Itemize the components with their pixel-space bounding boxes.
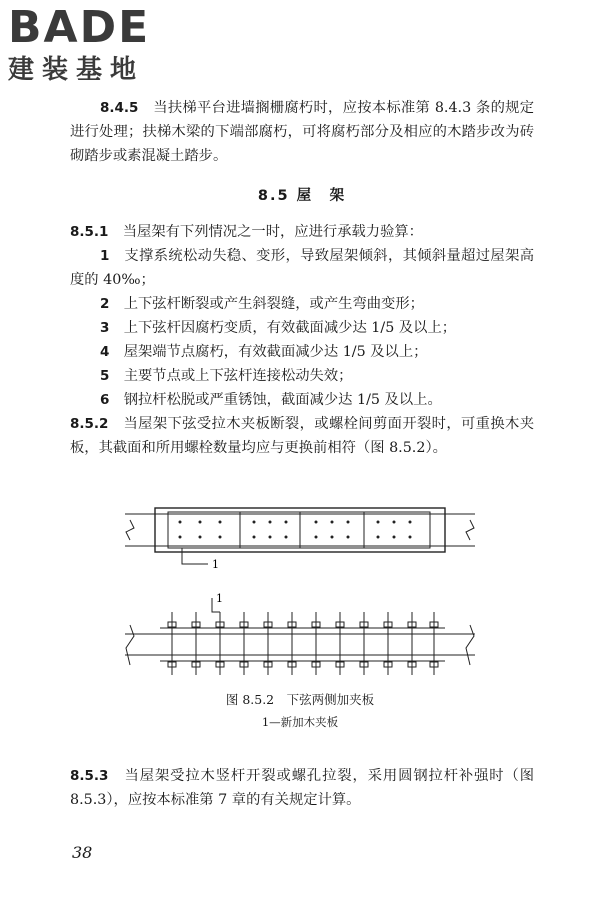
- bolts-side-view: [168, 612, 438, 675]
- clause-text: 当扶梯平台进墙搁栅腐朽时，应按本标准第 8.4.3 条的规定进行处理；扶梯木梁的下端部腐朽，可将腐朽部分及相应的木踏步改为砖砌踏步或素混凝土踏步。: [70, 100, 535, 164]
- item-number: 4: [100, 344, 110, 360]
- clause-number: 8.5.1: [70, 224, 109, 240]
- callout-label-top: 1: [212, 558, 219, 571]
- item-number: 6: [100, 392, 110, 408]
- callout-label-bottom: 1: [216, 592, 223, 605]
- item-number: 3: [100, 320, 110, 336]
- break-line-left-side: [126, 625, 134, 665]
- list-item: [70, 364, 534, 388]
- splice-plate-inner: [168, 512, 430, 548]
- page-number: 38: [72, 843, 93, 862]
- clause-text: 当屋架有下列情况之一时，应进行承载力验算：: [122, 224, 423, 240]
- bolt-holes: [179, 521, 412, 539]
- list-item: [70, 244, 534, 292]
- item-number: 2: [100, 296, 110, 312]
- item-text: 屋架端节点腐朽，有效截面减少达 1/5 及以上；: [123, 344, 428, 360]
- item-text: 上下弦杆断裂或产生斜裂缝，或产生弯曲变形；: [123, 296, 424, 312]
- bade-logo: [8, 4, 178, 90]
- section-title: 8.5 屋 架: [257, 188, 347, 204]
- list-item: [70, 388, 534, 412]
- text-block-upper: [70, 96, 534, 460]
- list-item: [70, 316, 534, 340]
- clause-number: 8.5.3: [70, 768, 109, 784]
- logo-subtitle: 建装基地: [8, 55, 145, 85]
- clause-text: 当屋架受拉木竖杆开裂或螺孔拉裂，采用圆钢拉杆补强时（图 8.5.3），应按本标准第 7 章的有关规定计算。: [70, 768, 535, 808]
- leader-line: [182, 548, 208, 564]
- item-number: 5: [100, 368, 110, 384]
- list-item: [70, 292, 534, 316]
- clause-number: 8.5.2: [70, 416, 109, 432]
- figure-8-5-2: [120, 500, 480, 684]
- paragraph-8-5-1: [70, 220, 534, 244]
- item-text: 主要节点或上下弦杆连接松动失效；: [123, 368, 353, 384]
- paragraph-8-5-3: [70, 764, 534, 812]
- paragraph-8-5-2: [70, 412, 534, 460]
- paragraph-8-4-5: [70, 96, 534, 168]
- item-text: 支撑系统松动失稳、变形，导致屋架倾斜，其倾斜量超过屋架高度的 40‰；: [70, 248, 535, 288]
- break-line-right-side: [466, 625, 474, 665]
- item-text: 上下弦杆因腐朽变质，有效截面减少达 1/5 及以上；: [123, 320, 457, 336]
- item-text: 钢拉杆松脱或严重锈蚀，截面减少达 1/5 及以上。: [123, 392, 442, 408]
- clause-number: 8.4.5: [100, 100, 139, 116]
- figure-caption: 图 8.5.2 下弦两侧加夹板: [225, 692, 375, 707]
- item-number: 1: [100, 248, 110, 264]
- splice-plate-drawing: [120, 500, 480, 680]
- clause-text: 当屋架下弦受拉木夹板断裂，或螺栓间剪面开裂时，可重换木夹板，其截面和所用螺栓数量均应与更换前相符（图 8.5.2）。: [70, 416, 535, 456]
- text-block-lower: [70, 764, 534, 812]
- break-line-left: [126, 520, 134, 540]
- logo-brand: BADE: [8, 2, 151, 53]
- break-line-right: [466, 520, 474, 540]
- list-item: [70, 340, 534, 364]
- figure-legend: 1—新加木夹板: [261, 715, 339, 729]
